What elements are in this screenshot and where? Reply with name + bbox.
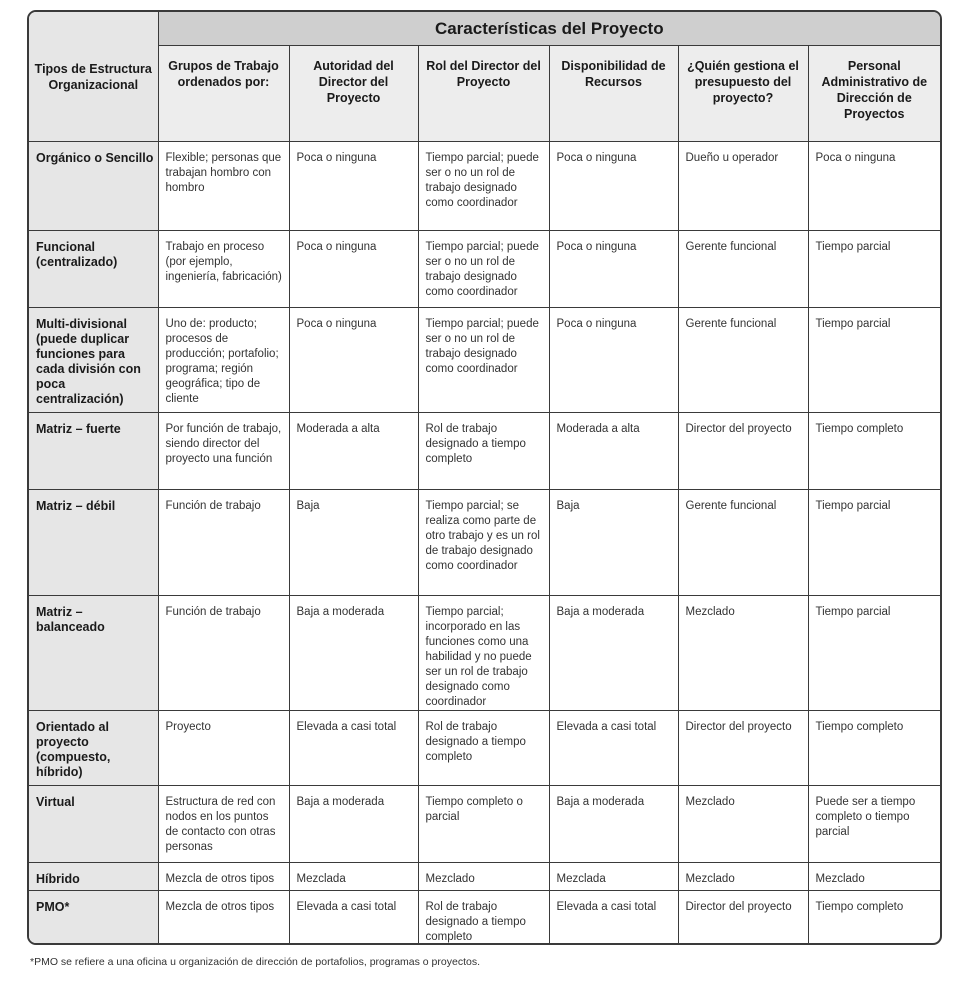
table-cell: Mezclada xyxy=(549,863,678,891)
table-cell: Tiempo completo xyxy=(808,891,940,946)
table-cell: Estructura de red con nodos en los puntos de contacto con otras personas xyxy=(158,786,289,863)
structure-table-frame xyxy=(27,10,942,945)
table-cell: Tiempo parcial; incorporado en las funciones como una habilidad y no puede ser un rol de trabajo designado como coordinador xyxy=(418,596,549,711)
table-cell: Director del proyecto xyxy=(678,711,808,786)
table-row xyxy=(29,786,940,863)
table-cell: Baja xyxy=(289,490,418,596)
column-header: ¿Quién gestiona el presupuesto del proyecto? xyxy=(678,46,808,142)
table-cell: Tiempo parcial; puede ser o no un rol de trabajo designado como coordinador xyxy=(418,142,549,231)
row-header: Matriz – fuerte xyxy=(29,413,158,490)
table-cell: Baja a moderada xyxy=(289,786,418,863)
table-cell: Poca o ninguna xyxy=(808,142,940,231)
table-cell: Moderada a alta xyxy=(549,413,678,490)
table-cell: Rol de trabajo designado a tiempo completo xyxy=(418,711,549,786)
table-cell: Mezclado xyxy=(678,596,808,711)
table-cell: Mezclado xyxy=(418,863,549,891)
organizational-structure-table xyxy=(29,12,940,945)
table-cell: Trabajo en proceso (por ejemplo, ingeniería, fabricación) xyxy=(158,231,289,308)
table-row xyxy=(29,596,940,711)
table-cell: Mezclado xyxy=(678,786,808,863)
table-cell: Elevada a casi total xyxy=(289,711,418,786)
row-header: Matriz – débil xyxy=(29,490,158,596)
table-cell: Tiempo completo xyxy=(808,711,940,786)
table-cell: Poca o ninguna xyxy=(549,308,678,413)
table-cell: Elevada a casi total xyxy=(289,891,418,946)
row-header: Orientado al proyecto (compuesto, híbrido) xyxy=(29,711,158,786)
table-cell: Elevada a casi total xyxy=(549,891,678,946)
row-header: Orgánico o Sencillo xyxy=(29,142,158,231)
table-cell: Mezcla de otros tipos xyxy=(158,863,289,891)
table-row xyxy=(29,711,940,786)
table-cell: Función de trabajo xyxy=(158,596,289,711)
table-cell: Moderada a alta xyxy=(289,413,418,490)
table-cell: Uno de: producto; procesos de producción; portafolio; programa; región geográfica; tipo de cliente xyxy=(158,308,289,413)
table-cell: Poca o ninguna xyxy=(549,142,678,231)
table-cell: Tiempo parcial; puede ser o no un rol de trabajo designado como coordinador xyxy=(418,308,549,413)
table-cell: Rol de trabajo designado a tiempo completo xyxy=(418,891,549,946)
table-cell: Director del proyecto xyxy=(678,891,808,946)
table-row xyxy=(29,863,940,891)
table-cell: Mezclado xyxy=(808,863,940,891)
table-cell: Proyecto xyxy=(158,711,289,786)
table-cell: Rol de trabajo designado a tiempo completo xyxy=(418,413,549,490)
table-cell: Tiempo parcial xyxy=(808,490,940,596)
table-cell: Gerente funcional xyxy=(678,231,808,308)
row-header: Funcional (centralizado) xyxy=(29,231,158,308)
column-header: Personal Administrativo de Dirección de Proyectos xyxy=(808,46,940,142)
row-header: Multi-divisional (puede duplicar funciones para cada división con poca centralización) xyxy=(29,308,158,413)
table-cell: Dueño u operador xyxy=(678,142,808,231)
row-header: Virtual xyxy=(29,786,158,863)
table-cell: Poca o ninguna xyxy=(289,142,418,231)
table-row xyxy=(29,490,940,596)
table-cell: Baja a moderada xyxy=(549,786,678,863)
table-cell: Tiempo parcial xyxy=(808,308,940,413)
column-header: Rol del Director del Proyecto xyxy=(418,46,549,142)
table-cell: Elevada a casi total xyxy=(549,711,678,786)
corner-header: Tipos de Estructura Organizacional xyxy=(29,12,158,142)
table-cell: Baja a moderada xyxy=(289,596,418,711)
table-row xyxy=(29,231,940,308)
table-cell: Función de trabajo xyxy=(158,490,289,596)
table-body xyxy=(29,142,940,946)
table-cell: Mezclado xyxy=(678,863,808,891)
table-cell: Baja xyxy=(549,490,678,596)
table-cell: Mezclada xyxy=(289,863,418,891)
table-row xyxy=(29,142,940,231)
table-cell: Poca o ninguna xyxy=(289,231,418,308)
row-header: PMO* xyxy=(29,891,158,946)
table-cell: Tiempo parcial; puede ser o no un rol de trabajo designado como coordinador xyxy=(418,231,549,308)
table-row xyxy=(29,308,940,413)
footnote: *PMO se refiere a una oficina u organización de dirección de portafolios, programas o proyectos. xyxy=(30,956,480,968)
table-cell: Tiempo parcial; se realiza como parte de otro trabajo y es un rol de trabajo designado como coordinador xyxy=(418,490,549,596)
table-cell: Tiempo completo o parcial xyxy=(418,786,549,863)
table-cell: Poca o ninguna xyxy=(549,231,678,308)
table-cell: Tiempo parcial xyxy=(808,231,940,308)
table-cell: Tiempo parcial xyxy=(808,596,940,711)
column-header: Grupos de Trabajo ordenados por: xyxy=(158,46,289,142)
table-row xyxy=(29,891,940,946)
column-header: Autoridad del Director del Proyecto xyxy=(289,46,418,142)
table-row xyxy=(29,413,940,490)
table-cell: Flexible; personas que trabajan hombro con hombro xyxy=(158,142,289,231)
table-cell: Gerente funcional xyxy=(678,308,808,413)
table-cell: Mezcla de otros tipos xyxy=(158,891,289,946)
table-cell: Director del proyecto xyxy=(678,413,808,490)
table-title: Características del Proyecto xyxy=(158,12,940,46)
table-cell: Por función de trabajo, siendo director del proyecto una función xyxy=(158,413,289,490)
table-cell: Puede ser a tiempo completo o tiempo parcial xyxy=(808,786,940,863)
table-cell: Tiempo completo xyxy=(808,413,940,490)
row-header: Híbrido xyxy=(29,863,158,891)
table-cell: Gerente funcional xyxy=(678,490,808,596)
row-header: Matriz – balanceado xyxy=(29,596,158,711)
table-cell: Poca o ninguna xyxy=(289,308,418,413)
column-header-row xyxy=(29,46,940,142)
table-cell: Baja a moderada xyxy=(549,596,678,711)
column-header: Disponibilidad de Recursos xyxy=(549,46,678,142)
